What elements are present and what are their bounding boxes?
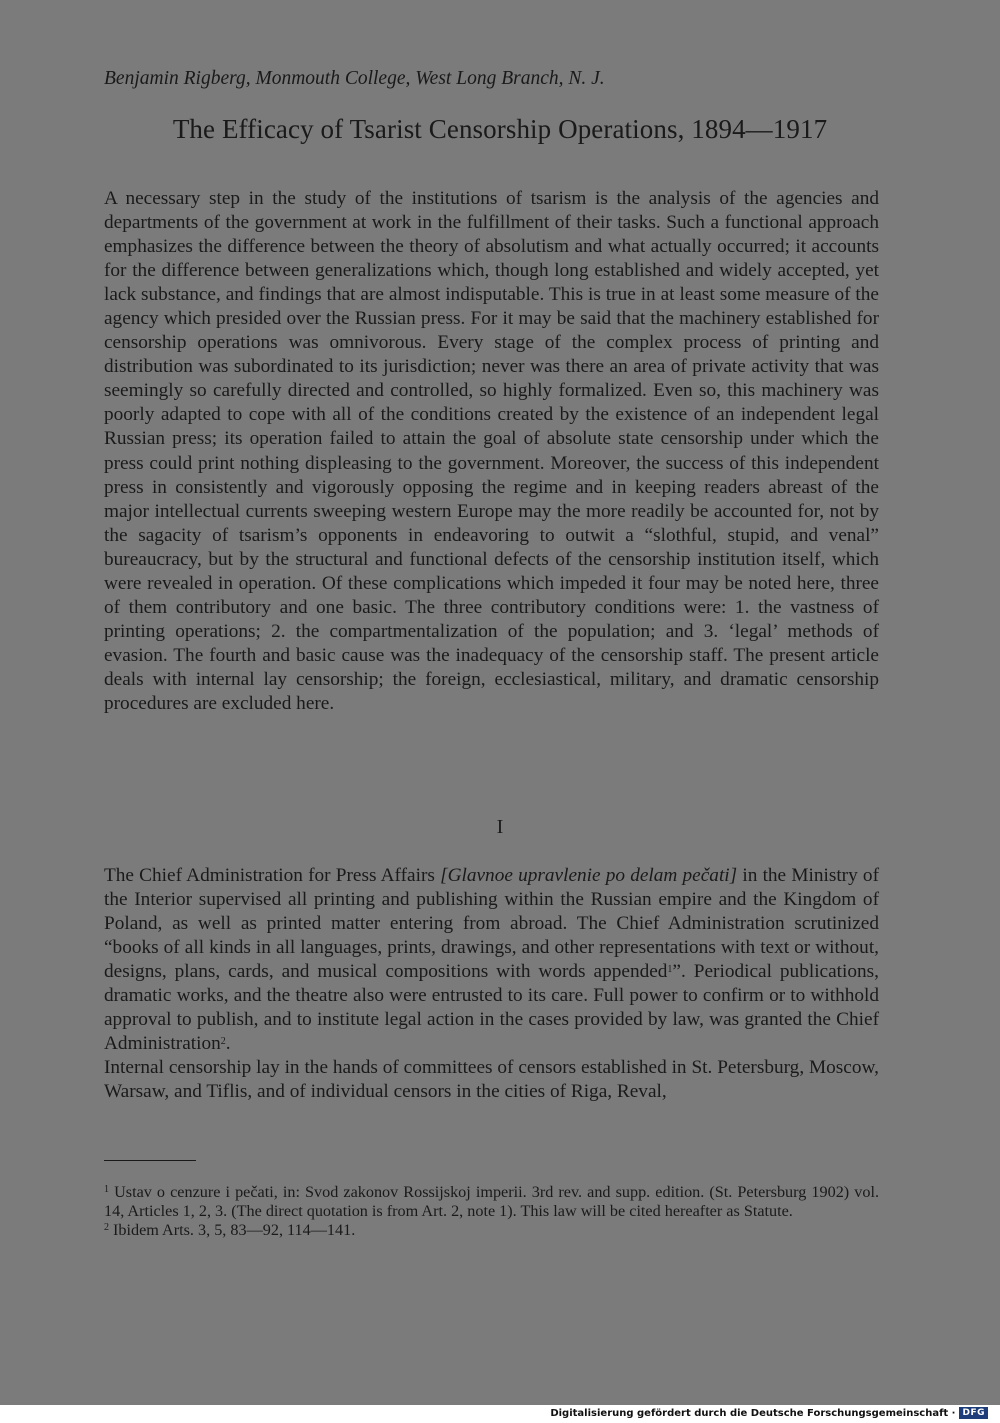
- paragraph-text: in the Ministry of the Interior supervised all printing and publishing within the Russian empire and the Kingdom of Poland, as well as printed matter entering from abroad. The Chief Administration scrutinized “books of all kinds in all languages, prints, drawings, and other representations with text or without, designs, plans, cards, and musical compositions with words appended: [104, 865, 879, 983]
- intro-paragraph: A necessary step in the study of the institutions of tsarism is the analysis of the agencies and departments of the government at work in the fulfillment of their tasks. Such a functional approach emphasizes the difference between the theory of absolutism and what actually occurred; it accounts for the difference between generalizations which, though long established and widely accepted, yet lack substance, and findings that are almost indisputable. This is true in at least some measure of the agency which presided over the Russian press. For it may be said that the machinery established for censorship operations was omnivorous. Every stage of the complex process of printing and distribution was subordinated to its jurisdiction; never was there an area of private activity that was seemingly so carefully directed and controlled, so highly formalized. Even so, this machinery was poorly adapted to cope with all of the conditions created by the existence of an independent legal Russian press; its operation failed to attain the goal of absolute state censorship under which the press could print nothing displeasing to the government. Moreover, the success of this independent press in consistently and vigorously opposing the regime and in keeping readers abreast of the major intellectual currents sweeping western Europe may the more readily be accounted for, not by the sagacity of tsarism’s opponents in endeavoring to outwit a “slothful, stupid, and venal” bureaucracy, but by the structural and functional defects of the censorship institution itself, which were revealed in operation. Of these complications which impeded it four may be noted here, three of them contributory and one basic. The three contributory conditions were: 1. the vastness of printing operations; 2. the compartmentalization of the population; and 3. ‘legal’ methods of evasion. The fourth and basic cause was the inadequacy of the censorship staff. The present article deals with internal lay censorship; the foreign, ecclesiastical, military, and dramatic censorship procedures are excluded here.: [104, 188, 879, 714]
- section-1-paragraph-2: Internal censorship lay in the hands of committees of censors established in St. Petersburg, Moscow, Warsaw, and Tiflis, and of individual censors in the cities of Riga, Reval,: [104, 1057, 879, 1103]
- section-1-body: [104, 864, 879, 1104]
- footnote-ref-2[interactable]: 2: [220, 1036, 226, 1048]
- article-title: The Efficacy of Tsarist Censorship Operations, 1894—1917: [172, 114, 828, 144]
- author-line: Benjamin Rigberg, Monmouth College, West Long Branch, N. J.: [104, 68, 605, 89]
- footnote-mark: 2: [104, 1222, 109, 1233]
- dfg-logo-icon[interactable]: DFG: [959, 1407, 988, 1419]
- paragraph-text: ”. Periodical publications, dramatic works, and the theatre also were entrusted to its care. Full power to confirm or to withhold approval to publish, and to institute legal action in the cases provided by law, was granted the Chief Administration: [104, 961, 879, 1055]
- paragraph-text: The Chief Administration for Press Affairs: [104, 865, 441, 886]
- footnote-text: Ibidem Arts. 3, 5, 83—92, 114—141.: [109, 1221, 356, 1239]
- credit-text: Digitalisierung gefördert durch die Deutsche Forschungsgemeinschaft ·: [550, 1407, 956, 1419]
- footnote-divider: [104, 1160, 196, 1161]
- intro-section: [104, 187, 879, 716]
- section-numeral: I: [496, 816, 504, 838]
- footnote-2: [104, 1221, 879, 1240]
- footnotes: [104, 1183, 879, 1240]
- footnote-mark: 1: [104, 1184, 109, 1195]
- section-1-paragraph-1: [104, 864, 879, 1056]
- footnote-ref-1[interactable]: 1: [667, 964, 673, 976]
- russian-term: [Glavnoe upravlenie po delam pečati]: [440, 865, 738, 886]
- footnote-1: [104, 1183, 879, 1221]
- footnote-text: Ustav o cenzure i pečati, in: Svod zakonov Rossijskoj imperii. 3rd rev. and supp. edition. (St. Petersburg 1902) vol. 14, Articles 1, 2, 3. (The direct quotation is from Art. 2, note 1). This law will be cited hereafter as Statute.: [104, 1183, 879, 1220]
- digitization-credit: [550, 1407, 988, 1419]
- paragraph-text: .: [225, 1033, 231, 1055]
